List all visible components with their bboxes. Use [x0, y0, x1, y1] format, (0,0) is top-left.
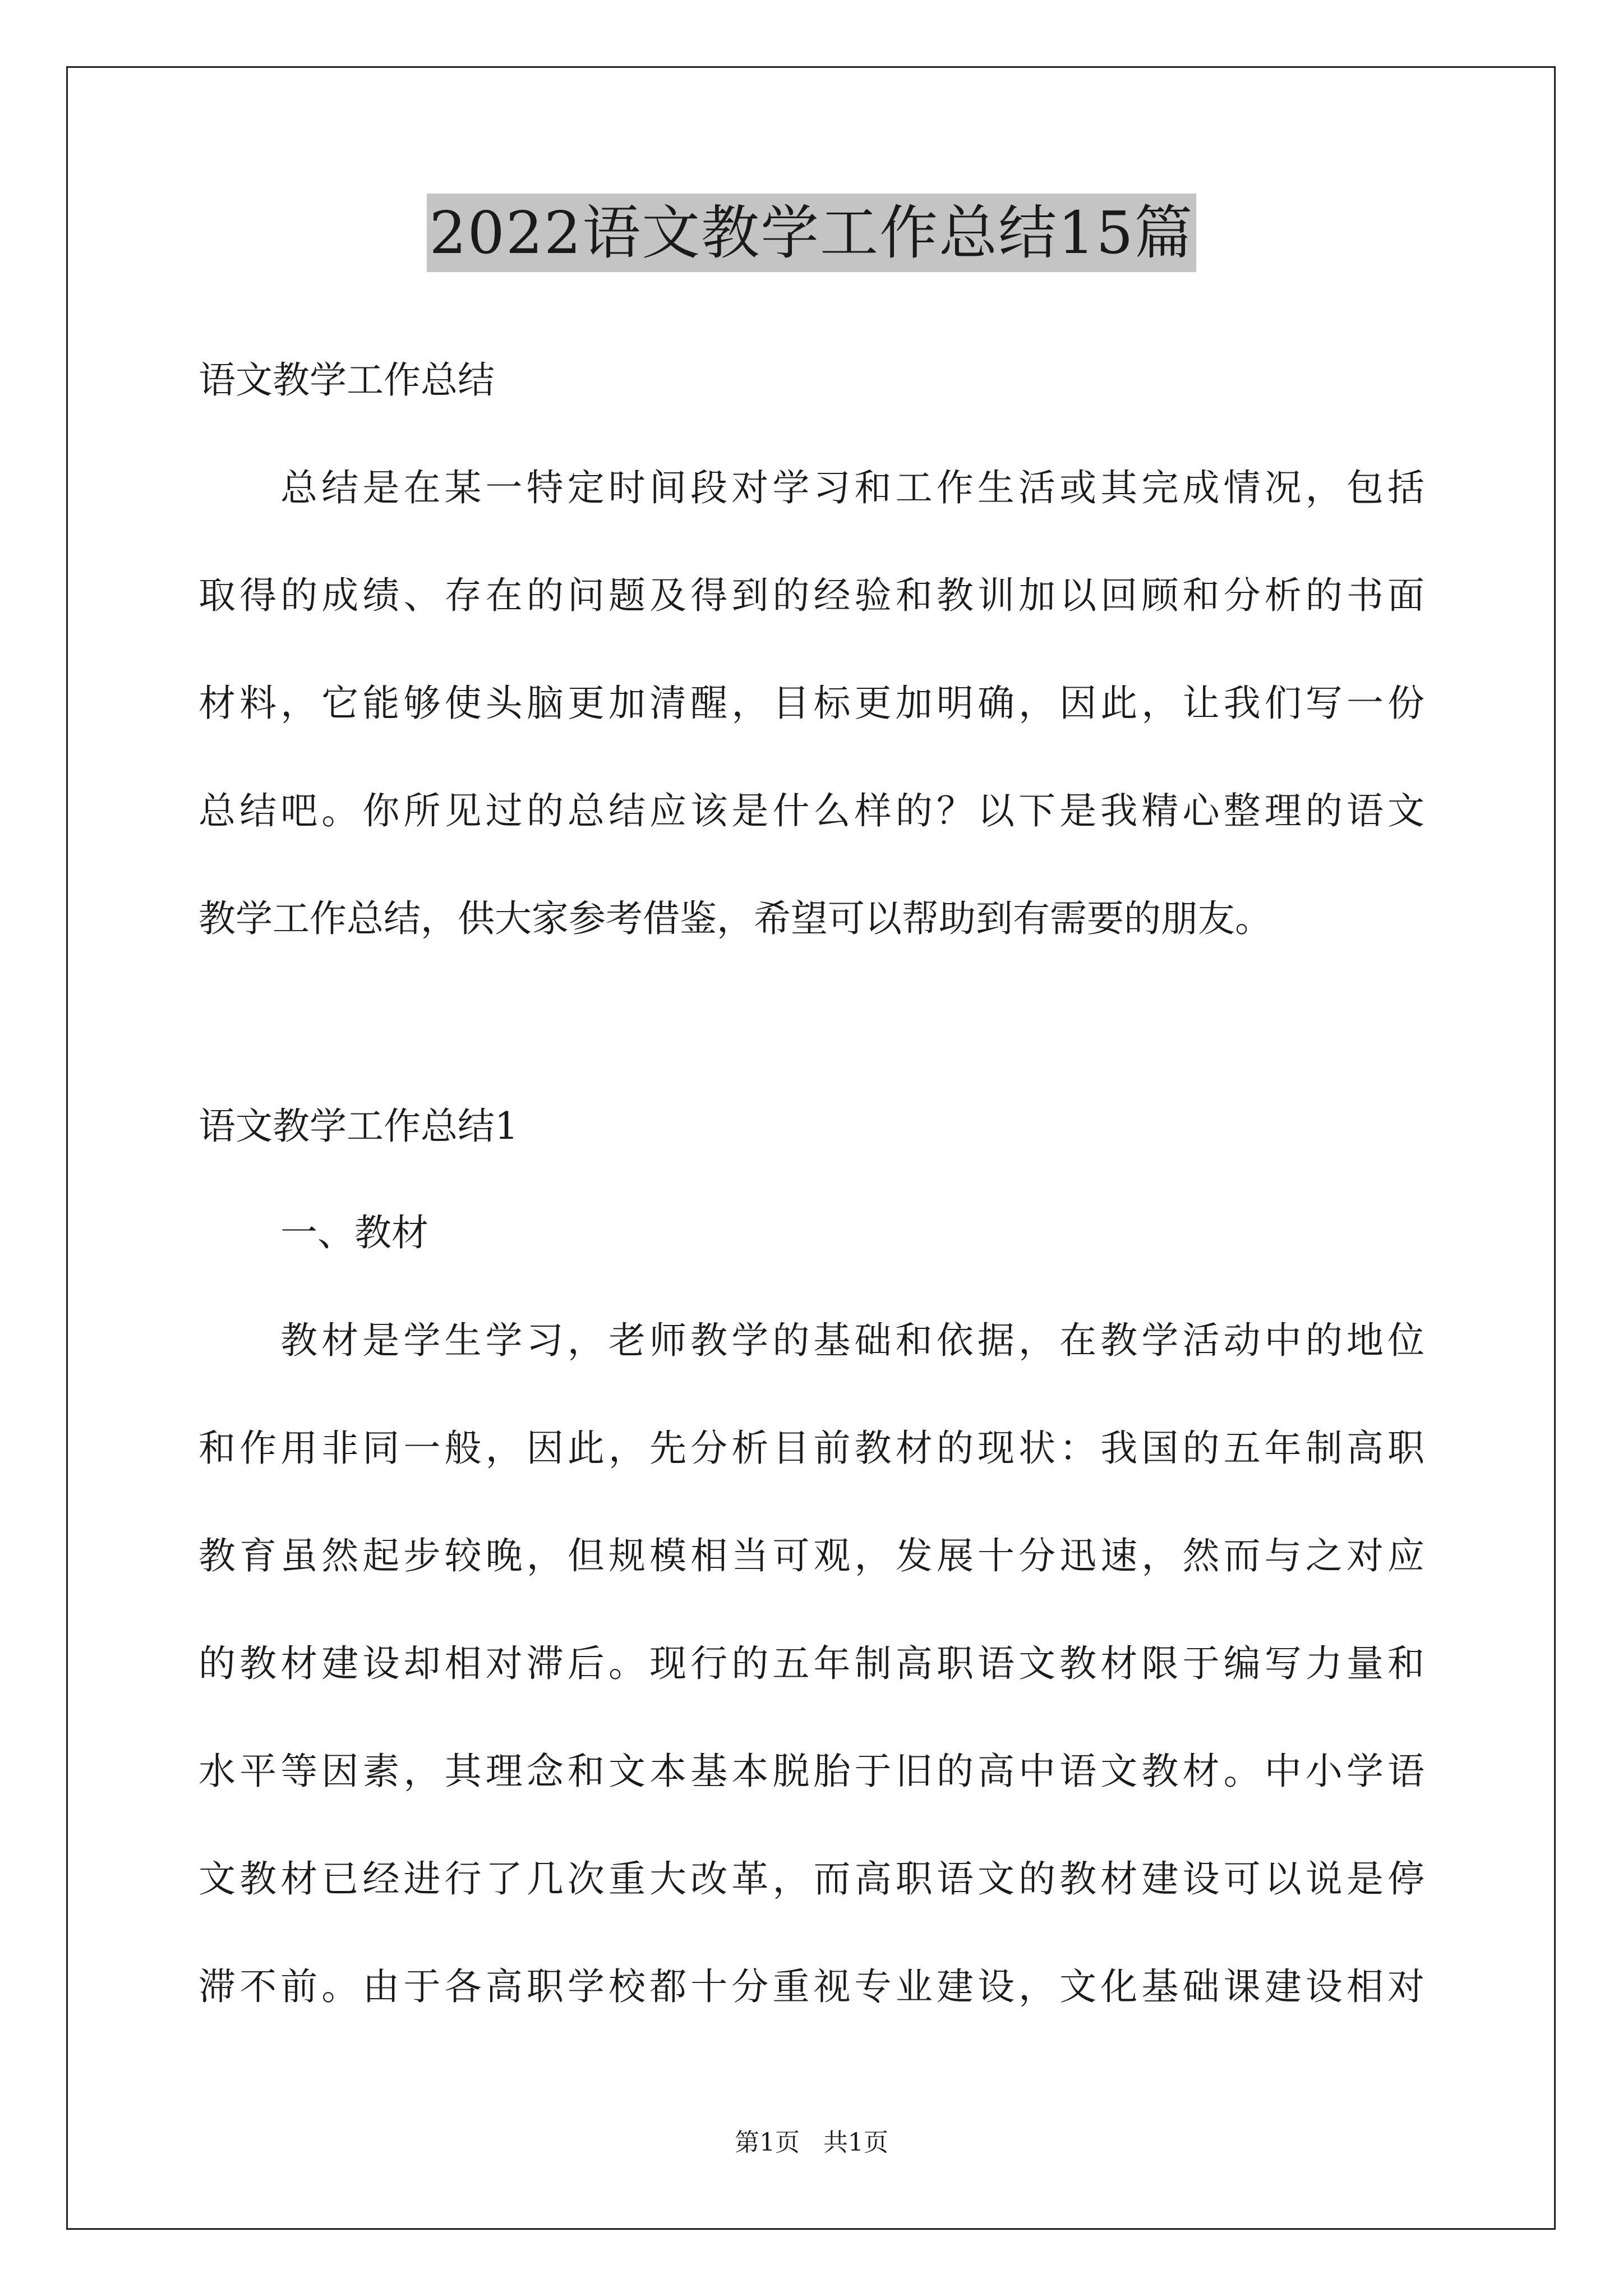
intro-line-5: 教学工作总结，供大家参考借鉴，希望可以帮助到有需要的朋友。 [199, 897, 1272, 940]
subsection-heading: 一、教材 [280, 1211, 428, 1254]
section-line-1: 教材是学生学习，老师教学的基础和依据，在教学活动中的地位 [280, 1319, 1424, 1362]
page-footer: 第1页 共1页 [735, 2128, 888, 2157]
section-line-6: 文教材已经进行了几次重大改革，而高职语文的教材建设可以说是停 [199, 1857, 1424, 1901]
intro-line-4: 总结吧。你所见过的总结应该是什么样的？以下是我精心整理的语文 [199, 789, 1424, 832]
intro-line-1: 总结是在某一特定时间段对学习和工作生活或其完成情况，包括 [280, 466, 1424, 509]
intro-line-3: 材料，它能够使头脑更加清醒，目标更加明确，因此，让我们写一份 [199, 682, 1424, 725]
section-line-4: 的教材建设却相对滞后。现行的五年制高职语文教材限于编写力量和 [199, 1642, 1424, 1685]
title-container [0, 194, 1623, 272]
section-line-2: 和作用非同一般，因此，先分析目前教材的现状：我国的五年制高职 [199, 1427, 1424, 1470]
section-heading: 语文教学工作总结1 [199, 1105, 518, 1148]
section-line-5: 水平等因素，其理念和文本基本脱胎于旧的高中语文教材。中小学语 [199, 1750, 1424, 1793]
intro-line-2: 取得的成绩、存在的问题及得到的经验和教训加以回顾和分析的书面 [199, 574, 1424, 617]
section-line-7: 滞不前。由于各高职学校都十分重视专业建设，文化基础课建设相对 [199, 1965, 1424, 2008]
intro-heading: 语文教学工作总结 [199, 358, 495, 402]
section-line-3: 教育虽然起步较晚，但规模相当可观，发展十分迅速，然而与之对应 [199, 1534, 1424, 1577]
document-title: 2022语文教学工作总结15篇 [427, 194, 1196, 272]
